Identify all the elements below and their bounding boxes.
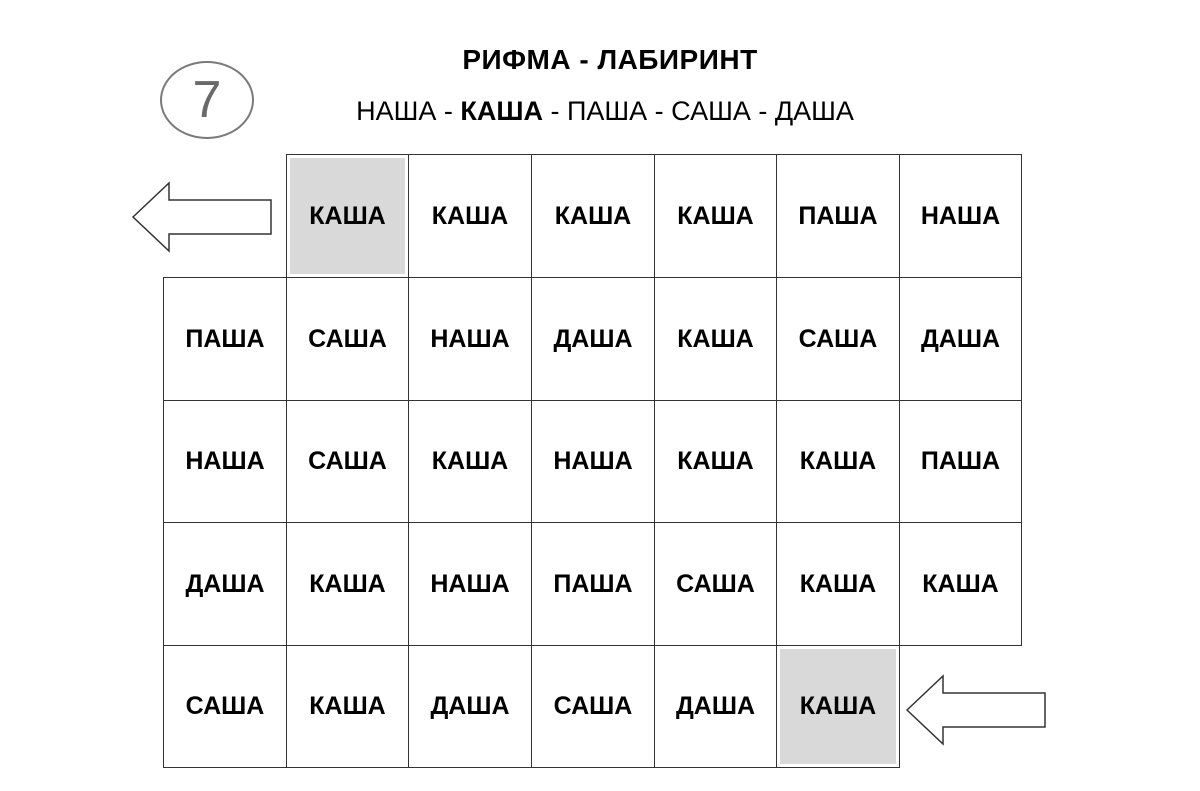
maze-cell-word: САША (553, 692, 633, 720)
exercise-number: 7 (192, 71, 222, 129)
maze-cell[interactable] (654, 522, 777, 646)
maze-cell[interactable] (654, 154, 777, 278)
maze-cell-word: КАША (309, 201, 386, 230)
maze-cell-word: ПАША (185, 324, 265, 353)
maze-cell-word: КАША (554, 201, 632, 230)
maze-cell[interactable] (776, 645, 900, 768)
maze-cell-word: САША (308, 447, 387, 475)
maze-cell[interactable] (654, 645, 777, 768)
maze-cell-word: КАША (799, 447, 877, 475)
maze-cell-word: ДАША (675, 692, 756, 720)
maze-cell[interactable] (899, 277, 1022, 401)
maze-cell-word: КАША (309, 692, 386, 720)
maze-cell-word: ДАША (430, 692, 510, 720)
maze-cell[interactable] (163, 277, 287, 401)
maze-cell-word: НАША (430, 324, 510, 353)
maze-cell[interactable] (776, 522, 900, 646)
maze-cell[interactable] (654, 277, 777, 401)
maze-cell-word: КАША (677, 447, 754, 475)
maze-cell[interactable] (408, 154, 532, 278)
maze-cell[interactable] (286, 645, 409, 768)
maze-cell[interactable] (776, 400, 900, 523)
maze-cell[interactable] (286, 400, 409, 523)
maze-cell-word: НАША (920, 201, 1001, 230)
maze-cell[interactable] (163, 522, 287, 646)
maze-cell-word: КАША (799, 692, 877, 720)
maze-cell-word: ДАША (185, 569, 265, 598)
maze-cell-word: ПАША (553, 569, 633, 598)
maze-cell-word: САША (676, 569, 755, 598)
maze-cell[interactable] (408, 645, 532, 768)
maze-cell[interactable] (531, 400, 655, 523)
maze-cell-word: КАША (799, 569, 877, 598)
maze-cell-word: ДАША (553, 324, 633, 353)
maze-cell[interactable] (776, 154, 900, 278)
maze-cell[interactable] (163, 400, 287, 523)
maze-cell-word: НАША (430, 569, 510, 598)
maze-cell[interactable] (654, 400, 777, 523)
rhyme-words-rest: - ПАША - САША - ДАША (543, 96, 854, 126)
maze-cell[interactable] (531, 277, 655, 401)
maze-cell[interactable] (286, 277, 409, 401)
maze-cell-word: КАША (677, 324, 754, 353)
maze-cell[interactable] (286, 522, 409, 646)
exercise-number-badge (160, 61, 254, 139)
maze-cell-word: КАША (309, 569, 386, 598)
maze-cell[interactable] (286, 154, 409, 278)
maze-cell-word: КАША (922, 569, 999, 598)
maze-cell-word: ПАША (798, 201, 878, 230)
maze-cell[interactable] (408, 277, 532, 401)
maze-cell[interactable] (408, 400, 532, 523)
maze-cell-word: ПАША (920, 447, 1001, 475)
maze-cell[interactable] (899, 522, 1022, 646)
maze-cell-word: НАША (185, 447, 265, 475)
maze-cell-word: КАША (431, 447, 509, 475)
maze-cell-word: САША (798, 324, 878, 353)
exit-arrow-left-icon (131, 181, 276, 253)
maze-cell-word: КАША (677, 201, 754, 230)
rhyme-words-line (330, 96, 880, 127)
maze-cell[interactable] (899, 400, 1022, 523)
entry-arrow-left-icon (905, 674, 1050, 746)
rhyme-key-word: КАША (460, 96, 543, 126)
maze-cell[interactable] (408, 522, 532, 646)
maze-cell[interactable] (163, 645, 287, 768)
maze-cell[interactable] (776, 277, 900, 401)
maze-cell[interactable] (899, 154, 1022, 278)
maze-cell[interactable] (531, 154, 655, 278)
rhyme-word-nasha: НАША - (356, 96, 461, 126)
maze-cell-word: КАША (431, 201, 509, 230)
maze-cell-word: ДАША (920, 324, 1001, 353)
maze-cell-word: САША (308, 324, 387, 353)
page-title: РИФМА - ЛАБИРИНТ (462, 44, 758, 75)
maze-cell[interactable] (531, 522, 655, 646)
maze-cell-word: НАША (553, 447, 633, 475)
maze-cell-word: САША (185, 692, 265, 720)
maze-cell[interactable] (531, 645, 655, 768)
